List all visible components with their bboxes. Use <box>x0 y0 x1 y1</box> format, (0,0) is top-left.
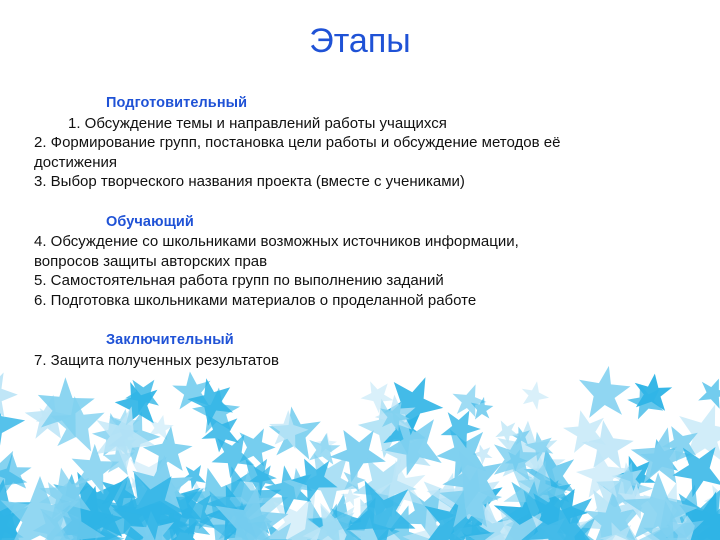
leaf-shape <box>382 407 432 458</box>
leaf-shape <box>523 427 560 464</box>
leaf-shape <box>555 512 595 540</box>
leaf-shape <box>281 463 320 502</box>
list-item: 2. Формирование групп, постановка цели работы и обсуждение методов её <box>34 134 561 151</box>
list-item: вопросов защиты авторских прав <box>34 252 268 270</box>
leaf-shape <box>626 424 700 497</box>
leaf-shape <box>434 426 487 482</box>
leaf-shape <box>39 473 128 540</box>
leaf-shape <box>111 493 155 538</box>
leaf-shape <box>206 493 286 540</box>
leaf-shape <box>112 381 157 429</box>
leaf-shape <box>668 442 720 501</box>
leaf-shape <box>521 444 581 502</box>
leaf-shape <box>406 462 478 534</box>
leaf-shape <box>200 415 241 454</box>
stages-content <box>34 94 674 370</box>
leaf-shape <box>701 484 720 518</box>
leaf-shape <box>612 448 664 500</box>
leaf-shape <box>520 440 568 486</box>
stage-preparatory <box>34 94 674 192</box>
list-item: 5. Самостоятельная работа групп по выполнению заданий <box>34 272 444 289</box>
leaf-shape <box>573 488 648 540</box>
leaf-shape <box>36 473 83 519</box>
leaf-shape <box>292 439 370 516</box>
stage-final <box>34 331 674 370</box>
leaf-shape <box>418 515 467 540</box>
leaf-shape <box>254 486 336 540</box>
leaf-shape <box>128 452 195 516</box>
leaf-shape <box>184 479 212 508</box>
leaf-shape <box>642 480 703 540</box>
leaf-shape <box>434 466 512 540</box>
stage-heading: Обучающий <box>106 213 194 230</box>
leaf-shape <box>143 483 170 509</box>
leaf-shape <box>510 461 566 517</box>
leaf-shape <box>453 508 509 540</box>
leaf-shape <box>467 512 514 540</box>
leaf-shape <box>128 467 218 540</box>
leaf-shape <box>584 490 645 540</box>
leaf-shape <box>198 482 271 540</box>
leaf-shape <box>524 515 570 540</box>
leaf-shape <box>297 489 377 540</box>
leaf-shape <box>665 503 720 540</box>
leaf-shape <box>109 457 198 540</box>
leaf-shape <box>495 418 522 446</box>
leaf-shape <box>85 474 167 540</box>
stage-training <box>34 213 674 311</box>
leaf-shape <box>568 446 634 511</box>
leaf-shape <box>356 502 443 540</box>
leaf-shape <box>632 511 695 540</box>
leaf-shape <box>85 410 143 467</box>
leaf-shape <box>490 472 572 540</box>
leaf-shape <box>347 443 426 521</box>
leaf-cluster <box>0 362 720 540</box>
leaf-shape <box>437 402 486 450</box>
leaf-shape <box>489 430 543 482</box>
leaf-shape <box>196 463 289 540</box>
leaf-shape <box>261 457 323 519</box>
leaf-shape <box>398 496 478 540</box>
leaf-shape <box>224 509 274 540</box>
leaf-shape <box>380 413 443 479</box>
leaf-shape <box>611 478 655 523</box>
leaf-shape <box>510 426 530 447</box>
leaf-shape <box>454 519 497 540</box>
leaf-shape <box>97 475 138 515</box>
leaf-shape <box>372 391 424 443</box>
leaf-shape <box>303 502 359 540</box>
stage-heading: Заключительный <box>106 332 234 348</box>
leaf-shape <box>42 391 106 457</box>
leaf-shape <box>358 374 399 415</box>
leaf-shape <box>0 501 27 540</box>
leaf-shape <box>188 385 248 445</box>
leaf-shape <box>348 512 395 540</box>
leaf-shape <box>0 474 34 540</box>
leaf-shape <box>610 457 651 499</box>
leaf-shape <box>519 492 601 540</box>
leaf-shape <box>629 495 720 540</box>
leaf-shape <box>407 483 495 540</box>
leaf-shape <box>515 379 551 415</box>
leaf-shape <box>431 467 504 540</box>
leaf-shape <box>112 473 176 540</box>
leaf-shape <box>332 487 409 540</box>
leaf-shape <box>223 487 275 538</box>
leaf-shape <box>663 504 716 540</box>
leaf-shape <box>321 417 391 486</box>
leaf-shape <box>354 388 428 462</box>
list-item: 1. Обсуждение темы и направлений работы учащихся <box>68 114 447 132</box>
leaf-shape <box>171 369 214 410</box>
leaf-shape <box>22 487 109 540</box>
leaf-shape <box>549 509 611 540</box>
leaf-shape <box>99 440 136 478</box>
list-item: 4. Обсуждение со школьниками возможных источников информации, <box>34 233 519 250</box>
leaf-shape <box>437 449 508 518</box>
leaf-shape <box>30 506 72 540</box>
leaf-shape <box>122 376 159 415</box>
leaf-shape <box>659 425 701 466</box>
leaf-shape <box>640 496 718 540</box>
leaf-shape <box>67 498 131 540</box>
leaf-shape <box>188 489 260 540</box>
leaf-shape <box>52 473 90 509</box>
leaf-shape <box>560 405 610 454</box>
leaf-shape <box>36 462 96 520</box>
leaf-shape <box>0 484 36 540</box>
leaf-shape <box>392 475 464 540</box>
leaf-shape <box>179 462 207 491</box>
leaf-shape <box>261 407 311 457</box>
leaf-shape <box>330 496 402 540</box>
leaf-shape <box>369 456 438 526</box>
leaf-shape <box>255 519 296 540</box>
leaf-shape <box>449 383 490 423</box>
leaf-shape <box>632 371 674 411</box>
leaf-shape <box>160 517 206 540</box>
leaf-shape <box>501 445 529 473</box>
leaf-shape <box>373 364 448 439</box>
leaf-shape <box>54 503 107 540</box>
leaf-shape <box>285 449 342 505</box>
leaf-shape <box>423 450 518 540</box>
leaf-shape <box>491 448 572 529</box>
leaf-shape <box>343 506 406 540</box>
leaf-shape <box>453 490 538 540</box>
leaf-shape <box>129 509 176 540</box>
leaf-shape <box>115 432 141 458</box>
leaf-shape <box>139 423 201 485</box>
leaf-shape <box>312 431 341 459</box>
page-title <box>0 22 720 61</box>
leaf-shape <box>21 392 80 450</box>
leaf-shape <box>61 438 121 499</box>
leaf-shape <box>678 488 720 540</box>
leaf-shape <box>353 474 404 525</box>
leaf-shape <box>146 412 176 441</box>
leaf-shape <box>41 492 130 540</box>
leaf-shape <box>496 420 558 479</box>
leaf-shape <box>609 467 703 540</box>
leaf-shape <box>0 382 29 465</box>
leaf-shape <box>343 474 428 540</box>
leaf-shape <box>659 474 720 540</box>
leaf-shape <box>344 469 367 493</box>
leaf-shape <box>160 478 189 507</box>
leaf-shape <box>533 495 566 530</box>
leaf-shape <box>327 506 371 540</box>
leaf-shape <box>233 449 283 498</box>
leaf-shape <box>107 407 140 439</box>
leaf-shape <box>692 507 720 540</box>
leaf-shape <box>337 486 362 511</box>
leaf-shape <box>497 515 554 540</box>
leaf-shape <box>304 500 370 540</box>
title-text: Этапы <box>309 22 411 60</box>
leaf-shape <box>376 421 436 479</box>
leaf-shape <box>503 487 571 540</box>
leaf-shape <box>0 476 79 540</box>
leaf-shape <box>596 515 640 540</box>
leaf-shape <box>539 477 574 511</box>
list-item: 6. Подготовка школьниками материалов о проделанной работе <box>34 291 477 309</box>
leaf-shape <box>198 462 292 540</box>
list-item: 7. Защита полученных результатов <box>34 351 279 369</box>
leaf-shape <box>695 373 720 410</box>
leaf-shape <box>54 472 124 540</box>
leaf-shape <box>377 401 412 435</box>
leaf-shape <box>34 402 62 430</box>
leaf-shape <box>624 379 667 421</box>
leaf-shape <box>578 362 637 423</box>
leaf-shape <box>240 428 276 466</box>
leaf-shape <box>205 430 256 482</box>
leaf-shape <box>151 495 205 540</box>
leaf-shape <box>178 460 251 531</box>
leaf-shape <box>0 450 39 501</box>
leaf-shape <box>301 490 380 540</box>
leaf-shape <box>532 477 595 539</box>
leaf-shape <box>261 402 322 465</box>
leaf-shape <box>144 499 192 540</box>
leaf-shape <box>532 503 590 540</box>
leaf-shape <box>0 372 18 418</box>
list-item: 3. Выбор творческого названия проекта (вместе с учениками) <box>34 173 465 190</box>
leaf-shape <box>0 497 28 540</box>
leaf-shape <box>591 459 661 528</box>
leaf-shape <box>103 481 197 540</box>
list-item: достижения <box>34 153 118 171</box>
leaf-shape <box>81 401 158 479</box>
leaf-shape <box>306 430 342 465</box>
leaf-shape <box>213 479 298 540</box>
leaf-shape <box>668 489 720 540</box>
stage-heading: Подготовительный <box>106 95 248 111</box>
leaf-shape <box>574 417 638 481</box>
leaf-shape <box>184 370 243 430</box>
leaf-shape <box>678 402 720 467</box>
leaf-shape <box>0 437 32 509</box>
leaf-shape <box>144 471 215 540</box>
leaf-shape <box>470 395 496 422</box>
leaf-shape <box>97 401 164 468</box>
leaf-shape <box>594 478 632 518</box>
leaf-shape <box>26 370 98 443</box>
leaf-shape <box>274 492 369 540</box>
leaf-shape <box>471 440 497 466</box>
leaf-shape <box>477 475 577 540</box>
leaf-shape <box>653 480 719 540</box>
leaf-shape <box>638 435 682 478</box>
leaf-shape <box>479 504 548 540</box>
leaf-shape <box>125 457 174 503</box>
leaf-shape <box>171 490 215 536</box>
leaf-shape <box>246 463 276 495</box>
